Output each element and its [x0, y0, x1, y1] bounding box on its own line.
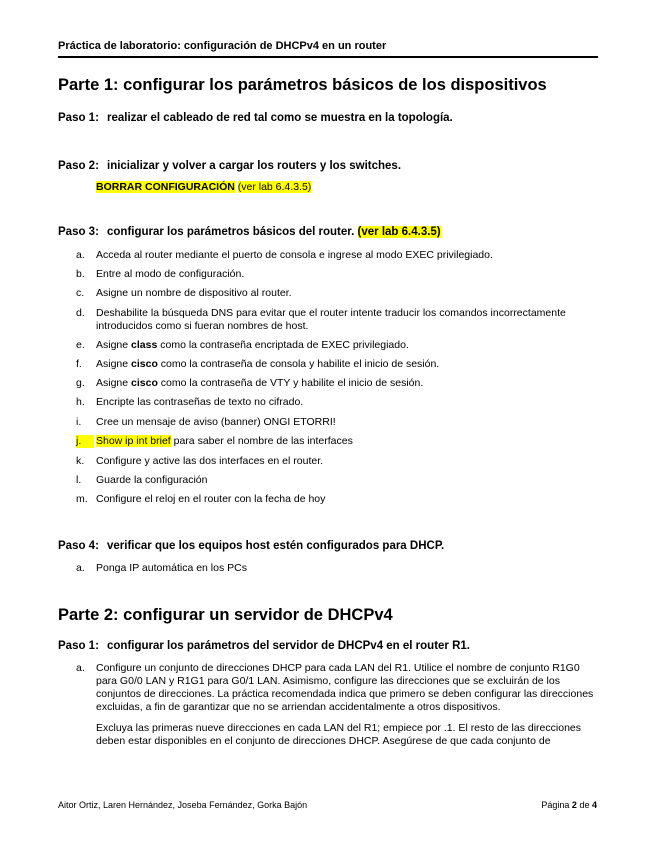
- step-label: Paso 4:: [58, 540, 99, 552]
- item-marker: j.: [76, 435, 94, 448]
- item-text: Asigne un nombre de dispositivo al router.: [96, 287, 292, 299]
- page-number: 2: [571, 800, 577, 810]
- item-marker: l.: [76, 474, 82, 486]
- footer-page: [541, 800, 597, 810]
- item-text: Encripte las contraseñas de texto no cifrado.: [96, 396, 304, 408]
- item-text: Cree un mensaje de aviso (banner) ONGI ETORRI!: [96, 416, 336, 428]
- note-highlight: BORRAR CONFIGURACIÓN: [96, 181, 235, 193]
- item-marker: a.: [76, 662, 85, 674]
- part2-title: Parte 2: configurar un servidor de DHCPv4: [58, 606, 393, 624]
- item-text: Ponga IP automática en los PCs: [96, 562, 247, 574]
- item-marker: b.: [76, 268, 85, 280]
- item-marker: m.: [76, 493, 88, 505]
- step-text: configurar los parámetros básicos del router.: [107, 226, 355, 238]
- header-title: Práctica de laboratorio: configuración de DHCPv4 en un router: [58, 40, 387, 52]
- footer-authors: Aitor Ortiz, Laren Hernández, Joseba Fernández, Gorka Bajón: [58, 800, 308, 810]
- item-marker: a.: [76, 562, 85, 574]
- note-ref: (ver lab 6.4.3.5): [237, 181, 312, 193]
- step2-note: [96, 181, 311, 193]
- step-label: Paso 1:: [58, 112, 99, 124]
- part1-title: Parte 1: configurar los parámetros básicos de los dispositivos: [58, 76, 547, 94]
- step-label: Paso 2:: [58, 160, 99, 172]
- item-text: Acceda al router mediante el puerto de consola e ingrese al modo EXEC privilegiado.: [96, 249, 493, 261]
- page-header: [58, 40, 598, 58]
- page-word: Página: [541, 800, 570, 810]
- part1-step2: [58, 160, 401, 172]
- step-text: realizar el cableado de red tal como se muestra en la topología.: [107, 112, 453, 124]
- page-total: 4: [591, 800, 597, 810]
- item-text: Configure y active las dos interfaces en el router.: [96, 455, 324, 467]
- item-text: Guarde la configuración: [96, 474, 208, 486]
- of-word: de: [579, 800, 590, 810]
- step-text: inicializar y volver a cargar los routers y los switches.: [107, 160, 402, 172]
- part1-step4: [58, 540, 444, 552]
- part2-step1: [58, 640, 470, 652]
- part1-step1: [58, 112, 453, 124]
- step-label: Paso 3:: [58, 226, 99, 238]
- item-marker: i.: [76, 416, 82, 428]
- item-marker: h.: [76, 396, 85, 408]
- item-marker: c.: [76, 287, 85, 299]
- step-text: configurar los parámetros del servidor de DHCPv4 en el router R1.: [107, 640, 470, 652]
- item-text: Entre al modo de configuración.: [96, 268, 245, 280]
- part1-step3: [58, 226, 441, 238]
- item-text: Asigne cisco como la contraseña de VTY y habilite el inicio de sesión.: [96, 377, 424, 389]
- item-text: Asigne cisco como la contraseña de consola y habilite el inicio de sesión.: [96, 358, 440, 370]
- step-label: Paso 1:: [58, 640, 99, 652]
- step-ref: (ver lab 6.4.3.5): [357, 226, 441, 238]
- item-marker: d.: [76, 307, 85, 319]
- item-marker: a.: [76, 249, 85, 261]
- item-text: Asigne class como la contraseña encriptada de EXEC privilegiado.: [96, 339, 409, 351]
- item-marker: f.: [76, 358, 82, 370]
- item-text: Deshabilite la búsqueda DNS para evitar que el router intente traducir los comandos incorrectamente introducidos como si fueran nombres de host.: [96, 307, 566, 332]
- item-marker: e.: [76, 339, 85, 351]
- item-text: Configure un conjunto de direcciones DHCP para cada LAN del R1. Utilice el nombre de conjunto R1G0 para G0/0 LAN y R1G1 para G0/1 LAN. Asimismo, configure las direcciones que se excluirán de los conjuntos de direcciones. La práctica recomendada indica que primero se deben configurar las direcciones excluidas, a fin de garantizar que no se arriendan accidentalmente a otros dispositivos.: [96, 662, 594, 713]
- item-marker: k.: [76, 455, 85, 467]
- item-marker: g.: [76, 377, 85, 389]
- item-text: Configure el reloj en el router con la fecha de hoy: [96, 493, 326, 505]
- step-text: verificar que los equipos host estén configurados para DHCP.: [107, 540, 445, 552]
- item-text: Show ip int brief para saber el nombre de las interfaces: [96, 435, 353, 447]
- part2-paragraph: Excluya las primeras nueve direcciones en cada LAN del R1; empiece por .1. El resto de las direcciones deben estar disponibles en el conjunto de direcciones DHCP. Asegúrese de que cada conjunto de: [96, 722, 581, 747]
